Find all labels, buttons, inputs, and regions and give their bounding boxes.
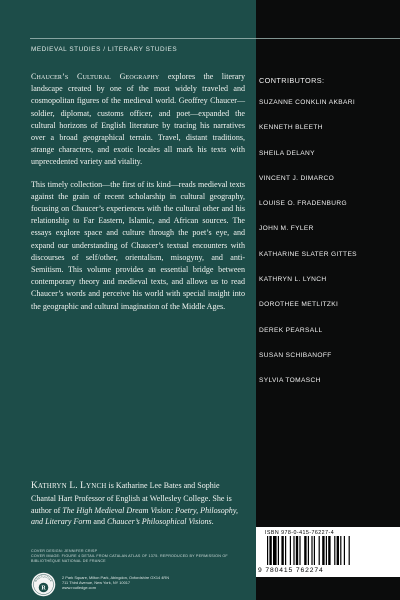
barcode-bar	[344, 536, 345, 565]
top-rule	[30, 38, 400, 39]
barcode-bar	[299, 536, 300, 565]
barcode-bar	[304, 536, 306, 565]
barcode-bar	[269, 536, 271, 565]
barcode-bar	[340, 536, 341, 565]
barcode-bar	[349, 536, 350, 565]
cover-design-credit: COVER DESIGN: JENNIFER CRISP	[31, 549, 98, 553]
description-paragraph-1	[31, 71, 245, 169]
contributor-item: SYLVIA TOMASCH	[259, 377, 321, 385]
contributor-item: JOHN M. FYLER	[259, 225, 314, 233]
book-citation: Chaucer’s Philosophical Visions	[107, 517, 212, 527]
contributor-item: KATHRYN L. LYNCH	[259, 276, 327, 284]
contributor-item: VINCENT J. DIMARCO	[259, 174, 335, 182]
barcode-digits: 9 780415 762274	[258, 567, 324, 574]
book-title: Chaucer’s Cultural Geography	[31, 72, 160, 81]
cover-credits	[31, 549, 251, 565]
barcode-bar	[278, 536, 279, 565]
description	[31, 71, 245, 313]
author-bio-text: is Katharine Lee Bates and Sophie Chantal Hart Professor of English at Wellesley College. She is author of	[31, 481, 232, 515]
routledge-logo	[31, 572, 56, 597]
barcode-bar	[290, 536, 291, 565]
publisher-address	[62, 575, 169, 590]
series-label: MEDIEVAL STUDIES / LITERARY STUDIES	[31, 46, 178, 53]
author-bio-text: .	[211, 517, 214, 527]
book-citation: The High Medieval Dream Vision: Poetry, Philosophy, and Literary Form	[31, 505, 238, 527]
barcode-bar	[293, 536, 294, 565]
author-bio	[31, 480, 245, 528]
contributor-item: KATHARINE SLATER GITTES	[259, 250, 357, 258]
barcode-bar	[326, 536, 327, 565]
barcode-bar	[334, 536, 335, 565]
barcode-bar	[311, 536, 312, 565]
svg-text:R: R	[41, 585, 46, 592]
contributor-item: SUSAN SCHIBANOFF	[259, 351, 332, 359]
description-paragraph-2: This timely collection—the first of its kind—reads medieval texts against the grain of recent scholarship in cultural geography, focusing on Chaucer’s experiences with the cultural other and his relationship to Far Eastern, Islamic, and African sources. The essays explore space and culture through the poet’s eye, and expand our understanding of Chaucer’s textual encounters with discourses of self/other, orientalism, misogyny, and anti-Semitism. This volume provides an essential bridge between contemporary theory and medieval texts, and allows us to read Chaucer’s words and perceive his world with special insight into the geographic and cultural imagination of the Middle Ages.	[31, 179, 245, 311]
barcode-bar	[281, 536, 283, 565]
barcode-bar	[308, 536, 309, 565]
address-line: 711 Third Avenue, New York, NY 10017	[62, 580, 131, 586]
contributor-item: SUZANNE CONKLIN AKBARI	[259, 99, 356, 106]
address-line: 2 Park Square, Milton Park, Abingdon, Oxfordshire OX14 4RN	[62, 575, 170, 580]
barcode-bar	[337, 536, 339, 565]
logo-wordmark: ROUTLEDGE	[34, 575, 53, 583]
barcode-bar	[285, 536, 286, 565]
contributor-item: LOUISE O. FRADENBURG	[259, 200, 347, 208]
cover-image-credit: COVER IMAGE: FIGURE 4 DETAIL FROM CATALAN ATLAS OF 1375. REPRODUCED BY PERMISSION OF BIBLIOTHÈQUE NATIONAL DE FRANCE	[31, 554, 228, 564]
description-text: explores the literary landscape created by one of the most widely traveled and cosmopolitan figures of the medieval world. Geoffrey Chaucer—soldier, diplomat, customs officer, and poet—expanded the cultural horizons of English literature by tracing his narratives over a broad geographical terrain. Travel, distant traditions, strange characters, and exotic locales all mark his texts with unprecedented variety and vitality.	[31, 72, 246, 167]
barcode-bar	[328, 536, 330, 565]
isbn: ISBN 978-0-415-76227-4	[265, 530, 335, 536]
author-name: Kathryn L. Lynch	[31, 481, 107, 491]
barcode-bar	[314, 536, 315, 565]
barcode	[267, 536, 395, 565]
contributor-item: KENNETH BLEETH	[259, 124, 323, 132]
barcode-bar	[267, 536, 268, 565]
barcode-bar	[319, 536, 320, 565]
contributors-heading: CONTRIBUTORS:	[259, 76, 325, 85]
barcode-bar	[322, 536, 324, 565]
contributor-item: SHEILA DELANY	[259, 149, 315, 157]
contributors-list	[259, 99, 395, 403]
barcode-bar	[296, 536, 298, 565]
contributor-item: DEREK PEARSALL	[259, 326, 323, 334]
author-bio-text: and	[91, 517, 108, 527]
contributor-item: DOROTHEE METLITZKI	[259, 301, 339, 309]
barcode-bar	[273, 536, 277, 565]
publisher-website: www.routledge.com	[62, 585, 96, 591]
